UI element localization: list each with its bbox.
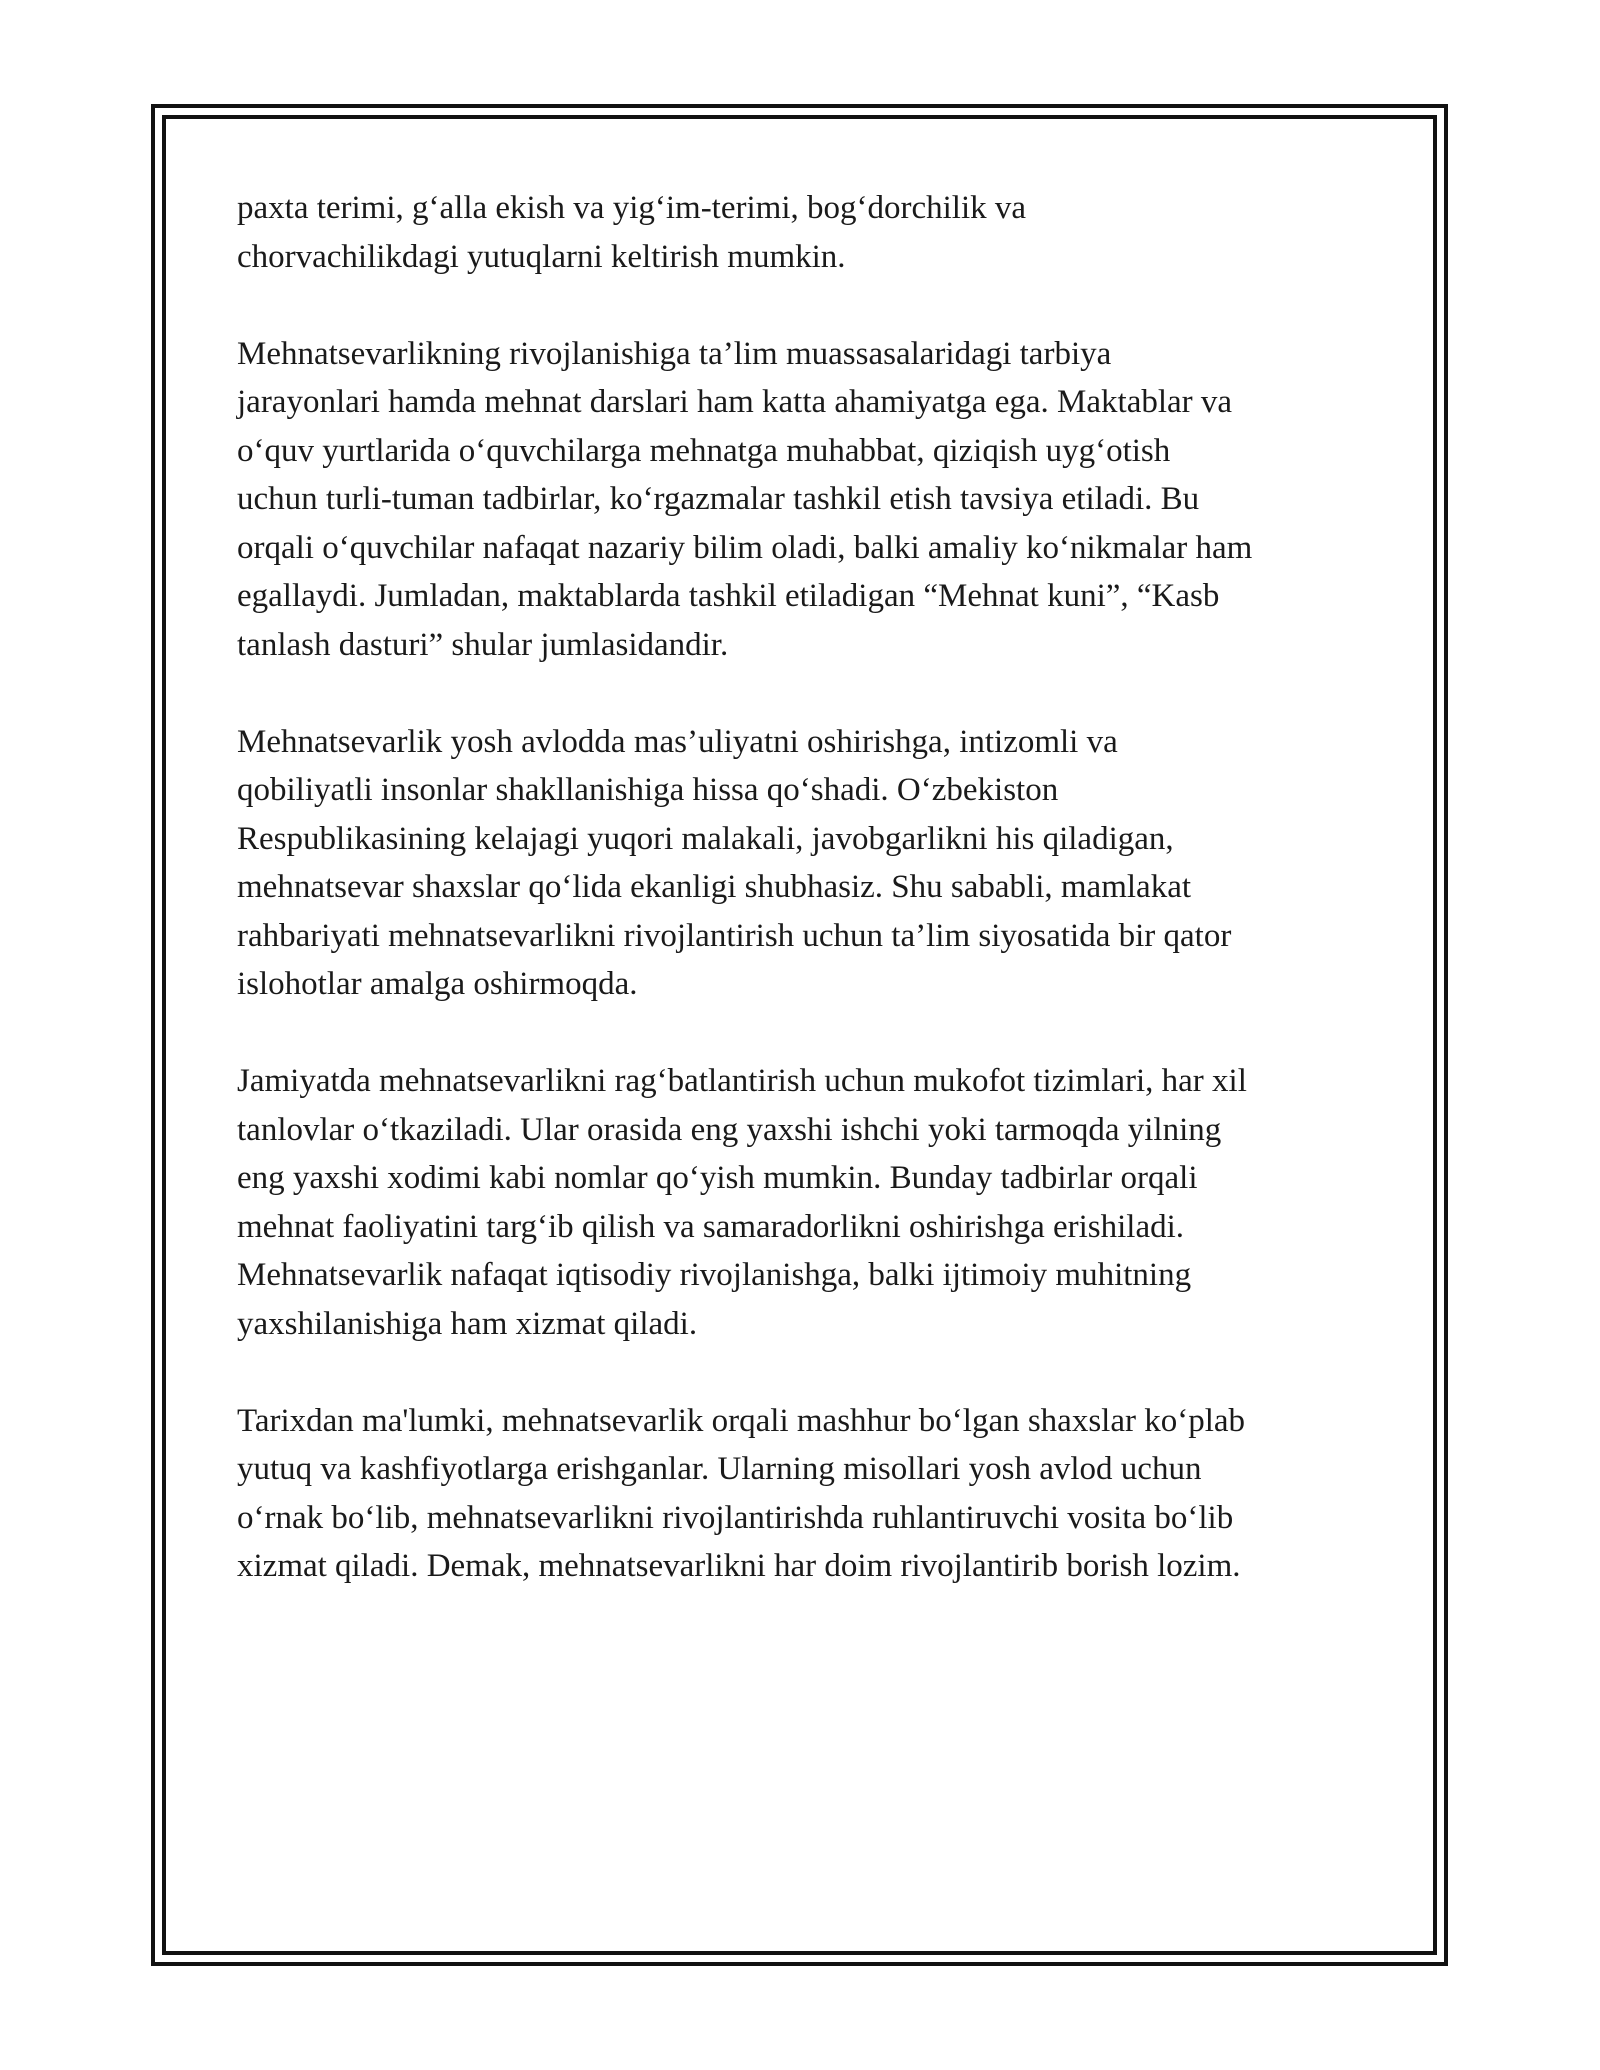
document-body <box>237 184 1377 1639</box>
paragraph-5: Tarixdan ma'lumki, mehnatsevarlik orqali mashhur bo‘lgan shaxslar ko‘plab yutuq va kashfiyotlarga erishganlar. Ularning misollari yosh avlod uchun o‘rnak bo‘lib, mehnatsevarlikni rivojlantirishda ruhlantiruvchi vosita bo‘lib xizmat qiladi. Demak, mehnatsevarlikni har doim rivojlantirib borish lozim. <box>237 1402 1246 1584</box>
paragraph-4: Jamiyatda mehnatsevarlikni rag‘batlantirish uchun mukofot tizimlari, har xil tanlovlar o‘tkaziladi. Ular orasida eng yaxshi ishchi yoki tarmoqda yilning eng yaxshi xodimi kabi nomlar qo‘yish mumkin. Bunday tadbirlar orqali mehnat faoliyatini targ‘ib qilish va samaradorlikni oshirishga erishiladi. Mehnatsevarlik nafaqat iqtisodiy rivojlanishga, balki ijtimoiy muhitning yaxshilanishiga ham xizmat qiladi. <box>237 1063 1247 1342</box>
paragraph-3: Mehnatsevarlik yosh avlodda mas’uliyatni oshirishga, intizomli va qobiliyatli insonlar shakllanishiga hissa qo‘shadi. O‘zbekiston Respublikasining kelajagi yuqori malakali, javobgarlikni his qiladigan, mehnatsevar shaxslar qo‘lida ekanligi shubhasiz. Shu sababli, mamlakat rahbariyati mehnatsevarlikni rivojlantirish uchun ta’lim siyosatida bir qator islohotlar amalga oshirmoqda. <box>237 723 1232 1002</box>
paragraph-1: paxta terimi, g‘alla ekish va yig‘im-terimi, bog‘dorchilik va chorvachilikdagi yutuqlarni keltirish mumkin. <box>237 190 1027 275</box>
paragraph-2: Mehnatsevarlikning rivojlanishiga ta’lim muassasalaridagi tarbiya jarayonlari hamda mehnat darslari ham katta ahamiyatga ega. Maktablar va o‘quv yurtlarida o‘quvchilarga mehnatga muhabbat, qiziqish uyg‘otish uchun turli-tuman tadbirlar, ko‘rgazmalar tashkil etish tavsiya etiladi. Bu orqali o‘quvchilar nafaqat nazariy bilim oladi, balki amaliy ko‘nikmalar ham egallaydi. Jumladan, maktablarda tashkil etiladigan “Mehnat kuni”, “Kasb tanlash dasturi” shular jumlasidandir. <box>237 335 1253 663</box>
